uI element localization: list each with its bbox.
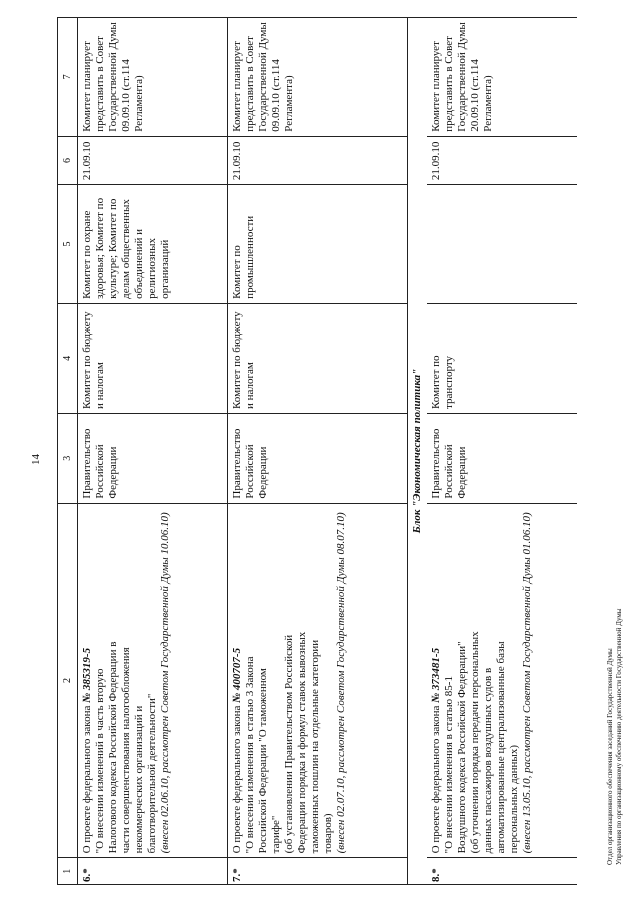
bill-text: О проекте федерального закона: [231, 702, 243, 854]
bill-line: некоммерческих организаций и: [133, 705, 145, 854]
bill-line: Российской Федерации "О таможенном: [257, 668, 269, 854]
bill-line: (об установлении Правительством Российской: [283, 634, 295, 854]
bill-text: О проекте федерального закона: [81, 702, 93, 854]
bill-line: Федерации порядка и формул ставок вывозных: [296, 631, 308, 854]
bill-title: [427, 503, 577, 858]
header-row: [58, 18, 78, 885]
bill-line: тарифе": [270, 815, 282, 854]
plan-note: Комитет планирует представить в Совет Государственной Думы 09.09.10 (ст.114 Регламента): [228, 18, 408, 137]
table-row: [78, 18, 228, 885]
plan-note: Комитет планирует представить в Совет Государственной Думы 09.09.10 (ст.114 Регламента): [78, 18, 228, 137]
bill-line: [231, 508, 244, 854]
table-row: [228, 18, 408, 885]
co-committees: [427, 185, 577, 304]
bill-line: благотворительной деятельности": [146, 693, 158, 854]
header-cell: 2: [58, 503, 78, 858]
date: 21.09.10: [228, 136, 408, 184]
footer-line: Управления по организационному обеспечению деятельности Государственной Думы: [615, 608, 623, 865]
bill-title: [228, 503, 408, 858]
header-cell: 7: [58, 18, 78, 137]
bill-text: О проекте федерального закона: [430, 702, 442, 854]
lead-committee: Комитет по бюджету и налогам: [78, 303, 228, 413]
row-number: 8.*: [427, 858, 577, 885]
initiator: Правительство Российской Федерации: [427, 414, 577, 504]
bill-note: (внесен 13.05.10, рассмотрен Советом Государственной Думы 01.06.10): [521, 512, 533, 854]
bill-note: (внесен 02.07.10, рассмотрен Советом Государственной Думы 08.07.10): [335, 512, 347, 854]
table-row: [427, 18, 577, 885]
date: 21.09.10: [427, 136, 577, 184]
block-title: Блок "Экономическая политика": [408, 18, 428, 885]
initiator: Правительство Российской Федерации: [228, 414, 408, 504]
co-committees: Комитет по охране здоровья; Комитет по культуре; Комитет по делам общественных объединений и религиозных организаций: [78, 185, 228, 304]
bill-line: Налогового кодекса Российской Федерации в: [107, 641, 119, 854]
footer-line: Отдел организационного обеспечения заседаний Государственной Думы: [606, 648, 614, 865]
page-footer: [606, 609, 624, 865]
header-cell: 1: [58, 858, 78, 885]
bill-line: автоматизированные централизованные базы: [495, 641, 507, 854]
row-number: 6.*: [78, 858, 228, 885]
bill-line: (об уточнении порядка передачи персональных: [469, 631, 481, 854]
bill-number: № 385319-5: [81, 647, 93, 703]
lead-committee: Комитет по транспорту: [427, 303, 577, 413]
bill-line: [430, 508, 443, 854]
bill-line: персональных данных): [508, 745, 520, 854]
plan-note: Комитет планирует представить в Совет Государственной Думы 20.09.10 (ст.114 Регламента): [427, 18, 577, 137]
bill-line: "О внесении изменения в статью 85-1: [443, 676, 455, 854]
header-cell: 3: [58, 414, 78, 504]
bill-title: [78, 503, 228, 858]
bill-number: № 373481-5: [430, 647, 442, 703]
bill-note: (внесен 02.06.10, рассмотрен Советом Государственной Думы 10.06.10): [159, 512, 171, 854]
page-number: 14: [30, 454, 42, 465]
co-committees: Комитет по промышленности: [228, 185, 408, 304]
block-row: [408, 18, 428, 885]
bill-line: данных пассажиров воздушных судов в: [482, 667, 494, 854]
header-cell: 5: [58, 185, 78, 304]
date: 21.09.10: [78, 136, 228, 184]
initiator: Правительство Российской Федерации: [78, 414, 228, 504]
header-cell: 4: [58, 303, 78, 413]
bill-line: части совершенствования налогообложения: [120, 647, 132, 854]
bill-number: № 400707-5: [231, 647, 243, 703]
header-cell: 6: [58, 136, 78, 184]
bill-line: Воздушного кодекса Российской Федерации": [456, 641, 468, 854]
bill-line: таможенных пошлин на отдельные категории: [309, 639, 321, 854]
lead-committee: Комитет по бюджету и налогам: [228, 303, 408, 413]
bill-line: "О внесении изменений в часть вторую: [94, 668, 106, 854]
row-number: 7.*: [228, 858, 408, 885]
bill-line: "О внесении изменения в статью 3 Закона: [244, 656, 256, 854]
bill-line: товаров): [322, 813, 334, 854]
bill-line: [81, 508, 94, 854]
agenda-table: [57, 17, 577, 885]
